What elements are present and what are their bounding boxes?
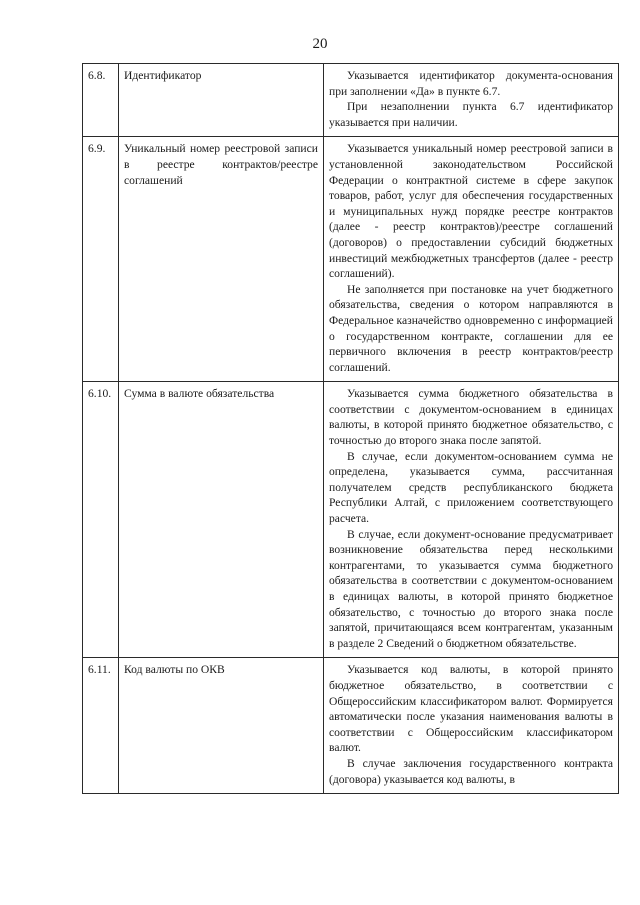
- description-paragraph: Указывается уникальный номер реестровой записи в установленной законодательством Российской Федерации о контрактной системе в сфере закупок товаров, работ, услуг для обеспечения государственных и муниципальных нужд порядке реестре контрактов (далее - реестр контрактов)/реестре соглашений (договоров) о предоставлении субсидий бюджетных инвестиций межбюджетных трансфертов (далее - реестр соглашений).: [329, 142, 613, 281]
- item-number: 6.10.: [83, 382, 119, 658]
- table-row: [83, 382, 619, 658]
- page-number: 20: [312, 36, 328, 52]
- description-paragraph: Указывается код валюты, в которой принято бюджетное обязательство, в соответствии с Общероссийским классификатором валют. Формируется автоматически после указания наименования валюты в соответствии с Общероссийским классификатором валют.: [329, 663, 613, 755]
- description-paragraph: Указывается сумма бюджетного обязательства в соответствии с документом-основанием в единицах валюты, в которой принято бюджетное обязательство, с точностью до второго знака после запятой.: [329, 387, 613, 448]
- item-number: 6.8.: [83, 64, 119, 137]
- table-row: [83, 658, 619, 794]
- field-description: [324, 137, 619, 382]
- field-description: [324, 64, 619, 137]
- description-paragraph: В случае, если документом-основанием сумма не определена, указывается сумма, рассчитанная получателем средств республиканского бюджета Республики Алтай, с приложением соответствующего расчета.: [329, 449, 613, 526]
- description-paragraph: Не заполняется при постановке на учет бюджетного обязательства, сведения о котором направляются в Федеральное казначейство одновременно с информацией о государственном контракте, соглашении для ее первичного включения в реестр контрактов/реестр соглашений.: [329, 282, 613, 374]
- item-number: 6.11.: [83, 658, 119, 794]
- description-paragraph: В случае, если документ-основание предусматривает возникновение обязательства перед несколькими контрагентами, то указывается сумма бюджетного обязательства в соответствии с документом-основанием в единицах валюты, в которой принято бюджетное обязательство, с точностью до второго знака после запятой, причитающаяся всем контрагентам, указанным в разделе 2 Сведений о бюджетном обязательстве.: [329, 527, 613, 650]
- table-row: [83, 137, 619, 382]
- table-row: [83, 64, 619, 137]
- field-name: Код валюты по ОКВ: [119, 658, 324, 794]
- field-name: Сумма в валюте обязательства: [119, 382, 324, 658]
- description-paragraph: В случае заключения государственного контракта (договора) указывается код валюты, в: [329, 756, 613, 786]
- description-paragraph: Указывается идентификатор документа-основания при заполнении «Да» в пункте 6.7.: [329, 69, 613, 98]
- field-name: Идентификатор: [119, 64, 324, 137]
- item-number: 6.9.: [83, 137, 119, 382]
- field-description: [324, 658, 619, 794]
- description-paragraph: При незаполнении пункта 6.7 идентификатор указывается при наличии.: [329, 100, 613, 129]
- field-name: Уникальный номер реестровой записи в реестре контрактов/реестре соглашений: [119, 137, 324, 382]
- fields-table: [82, 63, 619, 794]
- field-description: [324, 382, 619, 658]
